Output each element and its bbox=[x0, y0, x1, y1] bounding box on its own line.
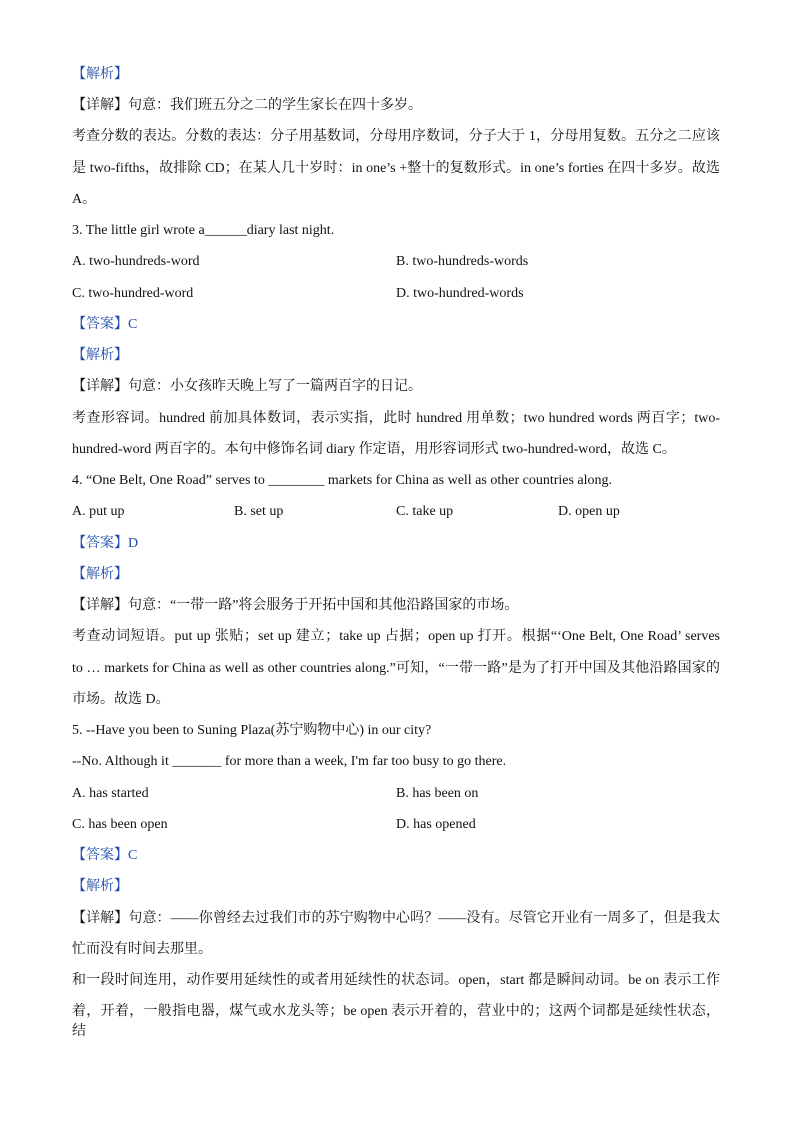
answer-q5: 【答案】C bbox=[72, 848, 138, 863]
q5-option-d: D. has opened bbox=[396, 817, 476, 832]
analysis-label-q5: 【解析】 bbox=[72, 879, 128, 894]
q3-option-d: D. two-hundred-words bbox=[396, 286, 524, 301]
q4-option-a: A. put up bbox=[72, 504, 125, 519]
explanation-q2-body-3: A。 bbox=[72, 192, 97, 207]
q3-option-a: A. two-hundreds-word bbox=[72, 254, 200, 269]
explanation-q2-body-2: 是 two-fifths，故排除 CD；在某人几十岁时：in one’s +整十的复数形式。in one’s forties 在四十多岁。故选 bbox=[72, 161, 720, 176]
question-4-stem: 4. “One Belt, One Road” serves to ________ markets for China as well as other countries along. bbox=[72, 473, 613, 488]
explanation-q4-meaning: 【详解】句意：“一带一路”将会服务于开拓中国和其他沿路国家的市场。 bbox=[72, 598, 519, 613]
explanation-q4-body-2: to … markets for China as well as other countries along.”可知，“一带一路”是为了打开中国及其他沿路国家的 bbox=[72, 661, 720, 676]
explanation-q3-body-2: hundred-word 两百字的。本句中修饰名词 diary 作定语，用形容词形式 two-hundred-word，故选 C。 bbox=[72, 442, 676, 457]
question-3-stem: 3. The little girl wrote a______diary last night. bbox=[72, 223, 335, 238]
analysis-label-q3: 【解析】 bbox=[72, 348, 128, 363]
q4-option-d: D. open up bbox=[558, 504, 620, 519]
q5-option-b: B. has been on bbox=[396, 786, 479, 801]
analysis-label-q4: 【解析】 bbox=[72, 567, 128, 582]
q4-option-b: B. set up bbox=[234, 504, 284, 519]
explanation-q3-meaning: 【详解】句意：小女孩昨天晚上写了一篇两百字的日记。 bbox=[72, 379, 422, 394]
analysis-label-q2: 【解析】 bbox=[72, 67, 128, 82]
explanation-q2-body-1: 考查分数的表达。分数的表达：分子用基数词，分母用序数词，分子大于 1，分母用复数。五分之二应该 bbox=[72, 129, 720, 144]
q5-option-a: A. has started bbox=[72, 786, 149, 801]
answer-q4: 【答案】D bbox=[72, 536, 139, 551]
explanation-q3-body-1: 考查形容词。hundred 前加具体数词，表示实指，此时 hundred 用单数；two hundred words 两百字；two- bbox=[72, 411, 720, 426]
explanation-q4-body-3: 市场。故选 D。 bbox=[72, 692, 170, 707]
q5-option-c: C. has been open bbox=[72, 817, 168, 832]
question-5-stem-1: 5. --Have you been to Suning Plaza(苏宁购物中心) in our city? bbox=[72, 723, 432, 738]
answer-q3: 【答案】C bbox=[72, 317, 138, 332]
explanation-q5-meaning-1: 【详解】句意：——你曾经去过我们市的苏宁购物中心吗？——没有。尽管它开业有一周多了，但是我太 bbox=[72, 911, 720, 926]
explanation-q4-body-1: 考查动词短语。put up 张贴；set up 建立；take up 占据；open up 打开。根据“‘One Belt, One Road’ serves bbox=[72, 629, 720, 644]
q3-option-b: B. two-hundreds-words bbox=[396, 254, 529, 269]
q4-option-c: C. take up bbox=[396, 504, 454, 519]
question-5-stem-2: --No. Although it _______ for more than a week, I'm far too busy to go there. bbox=[72, 754, 507, 769]
q3-option-c: C. two-hundred-word bbox=[72, 286, 194, 301]
explanation-q5-body-2: 着，开着，一般指电器，煤气或水龙头等；be open 表示开着的，营业中的；这两个词都是延续性状态，结 bbox=[72, 1004, 720, 1039]
explanation-q5-meaning-2: 忙而没有时间去那里。 bbox=[72, 942, 212, 957]
explanation-q2-meaning: 【详解】句意：我们班五分之二的学生家长在四十多岁。 bbox=[72, 98, 422, 113]
explanation-q5-body-1: 和一段时间连用，动作要用延续性的或者用延续性的状态词。open，start 都是瞬间动词。be on 表示工作 bbox=[72, 973, 720, 988]
